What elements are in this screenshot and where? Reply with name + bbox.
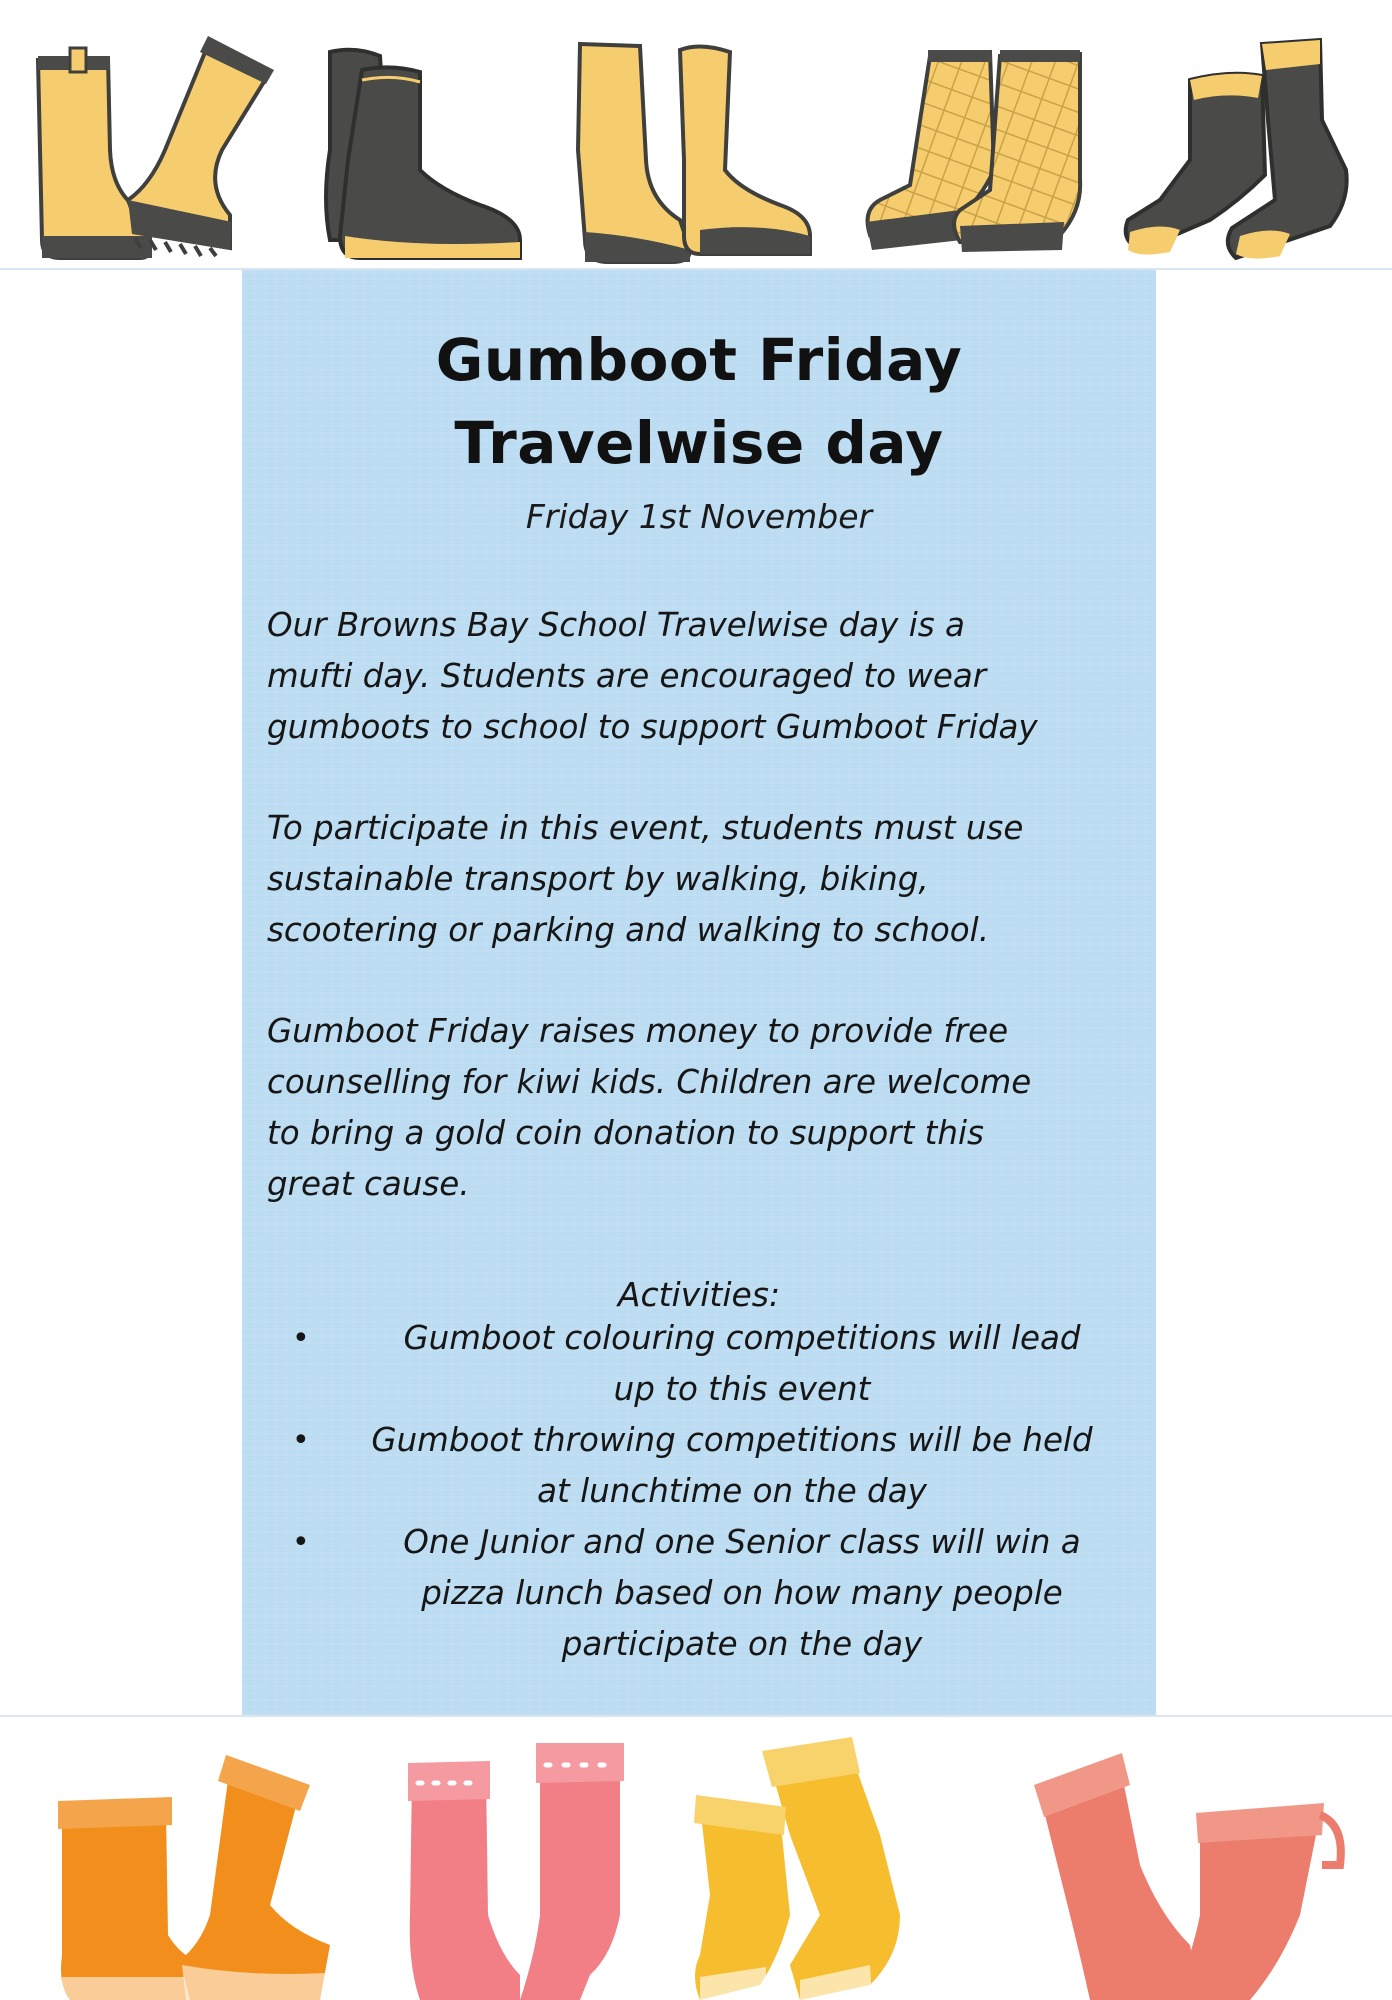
charcoal-gumboot-pair-icon [326,50,520,258]
paragraph-line: counselling for kiwi kids. Children are welcome [267,1063,1032,1101]
event-info-panel [242,270,1156,1715]
activity-line: Gumboot throwing competitions will be held [371,1421,1093,1459]
bullet-icon: • [292,1525,310,1560]
top-boots-illustration [0,0,1392,270]
event-date: Friday 1st November [525,497,873,536]
paragraph-line: mufti day. Students are encouraged to wear [267,657,987,695]
participation-paragraph [267,803,1147,956]
activity-line: One Junior and one Senior class will win a [403,1523,1081,1561]
checked-gumboot-pair-icon [866,50,1080,252]
poster-title-line-2: Travelwise day [454,409,944,477]
fundraising-paragraph [267,1006,1147,1210]
bottom-boots-illustration [0,1715,1392,2000]
activity-line: pizza lunch based on how many people [421,1574,1063,1612]
yellow-gumboot-pair-icon [38,36,274,258]
paragraph-line: gumboots to school to support Gumboot Friday [267,708,1038,746]
yellow-gumboot-pair-icon [578,44,810,262]
activity-line: participate on the day [561,1625,923,1663]
paragraph-line: Our Browns Bay School Travelwise day is a [267,606,965,644]
paragraph-line: Gumboot Friday raises money to provide free [267,1012,1009,1050]
orange-gumboot-pair-icon [58,1755,330,2000]
poster-title-line-1: Gumboot Friday [435,326,963,394]
coral-gumboot-pair-icon [1034,1753,1341,2000]
activities-heading: Activities: [617,1275,781,1314]
intro-paragraph [267,600,1147,753]
bullet-icon: • [292,1321,310,1356]
activity-line: at lunchtime on the day [537,1472,927,1510]
paragraph-line: sustainable transport by walking, biking, [267,860,929,898]
activity-line: up to this event [613,1370,871,1408]
paragraph-line: great cause. [267,1165,470,1203]
paragraph-line: To participate in this event, students must use [267,809,1024,847]
paragraph-line: to bring a gold coin donation to support this [267,1114,984,1152]
activity-line: Gumboot colouring competitions will lead [403,1319,1081,1357]
pink-gumboot-pair-icon [408,1743,624,2000]
gold-gumboot-pair-icon [694,1737,900,2000]
bullet-icon: • [292,1423,310,1458]
paragraph-line: scootering or parking and walking to school. [267,911,990,949]
charcoal-gumboot-pair-icon [1126,40,1347,259]
